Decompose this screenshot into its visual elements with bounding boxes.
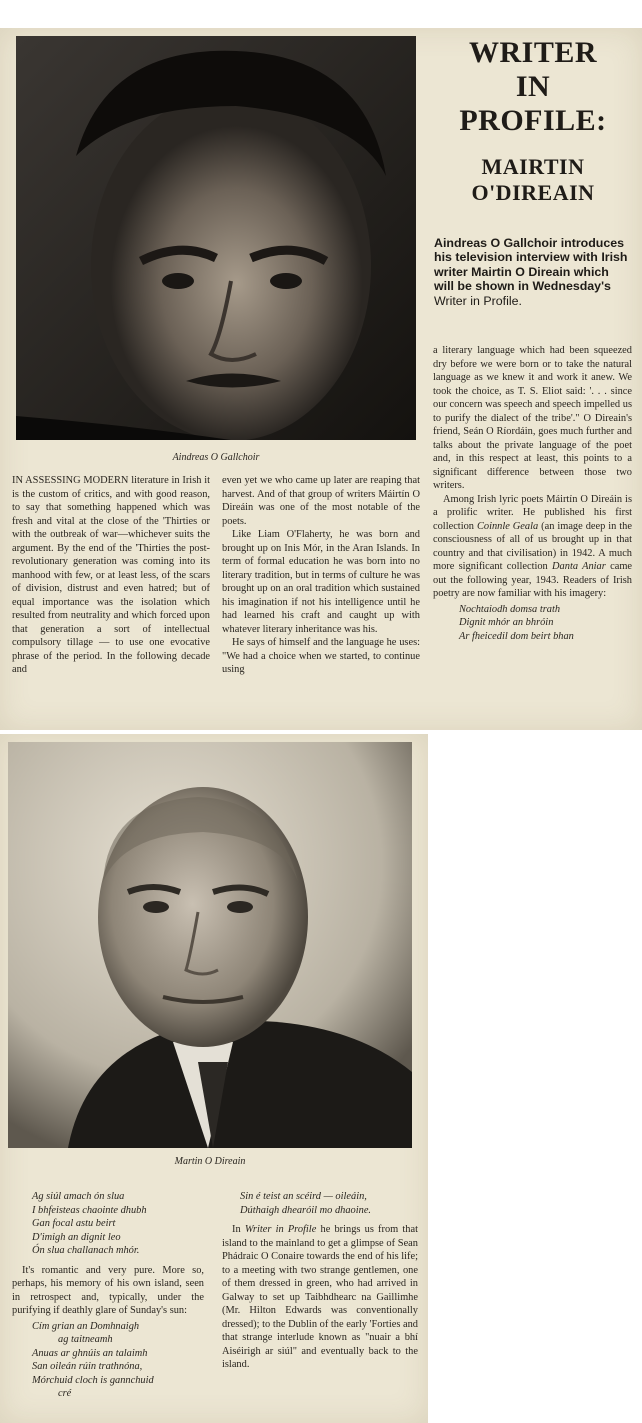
poem-excerpt [222,1190,418,1217]
paragraph [222,1223,418,1372]
poem-line: Nochtaiodh domsa trath [459,603,561,615]
poem-line: Mórchuid cloch is gannchuid [32,1374,154,1386]
poem-line: Dignit mhór an bhróin [459,617,554,628]
subheadline: MAIRTIN [481,154,585,179]
poem-line: Ag siúl amach ón slua [32,1191,125,1202]
headline [428,36,638,206]
poem-line: Cím grian an Domhnaigh [32,1320,140,1332]
article-column-2 [222,474,420,677]
poem-line: D'imigh an dignit leo [32,1231,121,1243]
paragraph: Like Liam O'Flaherty, he was born and brought up on Inis Mór, in the Aran Islands. In term of formal education he was born into no literary tradition, but in terms of culture he was brought up on an oral tradition which sustained his imagination if not his intelligence until he had learned his craft and caught up with whatever literary inheritance was his. [222,529,420,635]
article-column-5 [222,1182,418,1372]
poem-line: Sin é teist an scéird — oileáin, [240,1191,367,1202]
poem-line: cré [58,1388,72,1399]
headline-line: IN [515,70,551,103]
text-run: he brings us from that island to the mainland to get a glimpse of Sean Phádraic O Conaire towards the end of his life; to a meeting with two strange gentlemen, one of them dressed in green, who had arrived in Galway to set up Taibhdhearc na Gaillimhe (Mr. Hilton Edwards was conventionally dressed); to the Dublin of the early 'Forties and that strange interlude known as "nuair a bhí Aiséirigh ar siúl" and eventually back to the island. [222,1224,418,1370]
paragraph: It's romantic and very pure. More so, perhaps, his memory of his own island, seen in retrospect and, typically, under the purifying if deathly glare of Sunday's sun: [12,1264,204,1316]
portrait-photo-martin [8,742,412,1148]
poem-line: Anuas ar ghnúis an talaimh [32,1347,148,1359]
paragraph [433,493,632,601]
article-column-3 [433,344,632,645]
article-column-4 [12,1182,204,1403]
article-clipping-bottom [0,734,428,1423]
intro-text [434,236,632,308]
photo-caption-bottom: Martin O Direain [174,1156,246,1167]
text-run: In [232,1224,241,1235]
paragraph: even yet we who came up later are reaping that harvest. And of that group of writers Máirtín O Direáin was one of the most notable of the poets. [222,475,420,527]
subheadline: O'DIREAIN [471,180,595,205]
text-run: (an image deep in the consciousness of all of us brought up in that country and that civilisation) in 1942. A much more significant collection [433,520,632,572]
text-run: Among Irish lyric poets Máirtín O Direáin is a prolific writer. He published his first collection [433,493,632,532]
poem-line: Dúthaigh dhearóil mo dhaoine. [240,1204,372,1216]
headline-line: PROFILE: [459,104,607,137]
article-column-1 [12,474,210,677]
paragraph: He says of himself and the language he uses: "We had a choice when we started, to continue using [222,637,420,675]
paragraph: a literary language which had been squeezed dry before we were born or to take the natural language as we knew it and work it anew. We took the choice, as T. S. Eliot said: '. . . since our concern was speech and speech impelled us to purify the dialect of the tribe'." O Direain's friend, Seán O Ríordáin, goes much further and talks about the private language of the poet and, in this respect at least, this points to a significant difference between those two writers. [433,345,632,491]
book-title: Danta Aniar [552,561,606,572]
poem-line: Ón slua challanach mhór. [32,1245,140,1256]
book-title: Coinnle Geala [476,520,539,532]
programme-title: Writer in Profile [244,1224,317,1235]
portrait-photo-aindreas [16,36,416,440]
poem-line: I bhfeisteas chaointe dhubh [32,1204,147,1216]
portrait-illustration [8,742,412,1148]
intro-light: Writer in Profile. [434,293,522,308]
text-run: came out the following year, 1943. Readers of Irish poetry are now familiar with his imagery: [433,561,633,599]
poem-line: ag taitneamh [58,1334,113,1345]
intro-bold: Aindreas O Gallchoir introduces his television interview with Irish writer Mairtin O Direain which will be shown in Wednesday's [434,236,628,294]
poem-excerpt [12,1320,204,1401]
poem-excerpt [433,603,632,644]
poem-line: Gan focal astu beirt [32,1218,116,1229]
poem-line: San oileán rúin trathnóna, [32,1361,143,1372]
paragraph: IN ASSESSING MODERN literature in Irish it is the custom of critics, and with good reason, to say that something happened which was fresh and vital at the close of the 'Thirties or with the outbreak of war—whichever suits the argument. By the end of the 'Thirties the post-revolutionary generation was coming into its manhood with few, or at least less, of the scars of division, distrust and even hatred; but of equal importance was the isolation which resulted from neutrality and which forced upon that generation a sort of intellectual compulsory tillage — to use one evocative phrase of the period. In the following decade and [12,475,210,675]
portrait-illustration [16,36,416,440]
photo-caption-top: Aindreas O Gallchoir [172,452,260,463]
poem-line: Ar fheicedil dom beirt bhan [459,630,574,642]
article-clipping-top [0,28,642,730]
poem-excerpt [12,1190,204,1258]
headline-line: WRITER [468,36,598,69]
